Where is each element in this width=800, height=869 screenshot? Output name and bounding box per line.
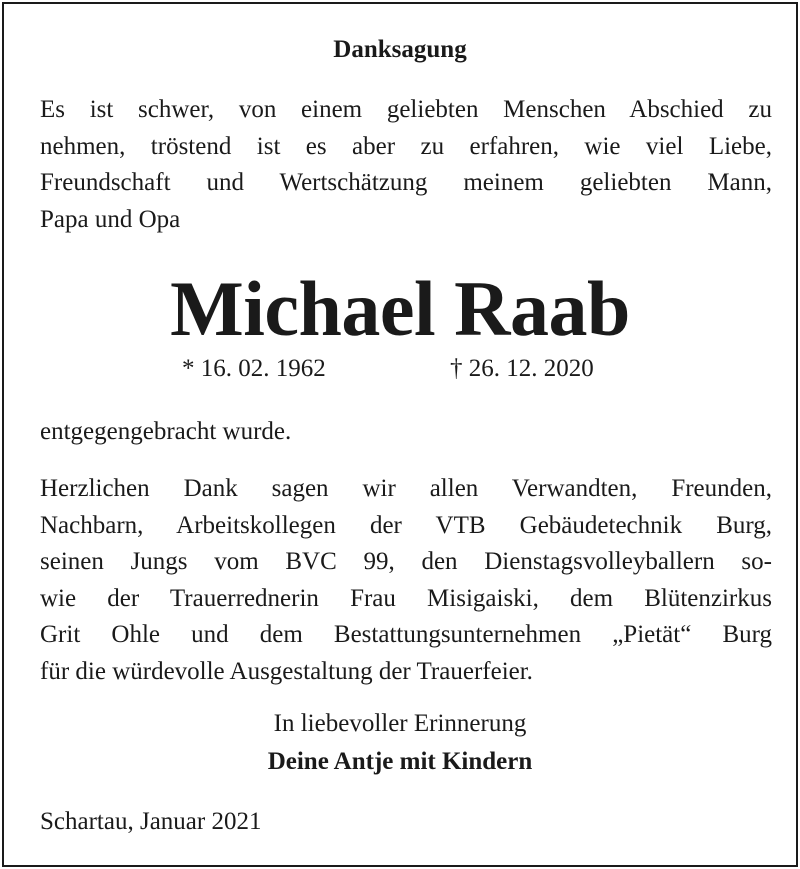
thanks-line: Nachbarn, Arbeitskollegen der VTB Gebäudetechnik Burg,	[40, 511, 772, 539]
closing-line: In liebevoller Erinnerung	[273, 710, 527, 737]
obituary-notice-frame	[2, 2, 798, 867]
intro-line: Papa und Opa	[40, 205, 181, 233]
birth-date: * 16. 02. 1962	[182, 355, 326, 382]
continuation-text: entgegengebracht wurde.	[40, 418, 292, 445]
intro-line: Freundschaft und Wertschätzung meinem geliebten Mann,	[40, 169, 772, 196]
thanks-line: Grit Ohle und dem Bestattungsunternehmen „Pietät“ Burg	[40, 621, 772, 648]
thanks-paragraph	[40, 471, 772, 690]
thanks-line: Herzlichen Dank sagen wir allen Verwandten, Freunden,	[40, 475, 772, 502]
notice-heading: Danksagung	[333, 36, 467, 63]
thanks-line: für die würdevolle Ausgestaltung der Trauerfeier.	[40, 657, 533, 685]
death-date: † 26. 12. 2020	[450, 355, 594, 382]
place-date: Schartau, Januar 2021	[40, 808, 262, 835]
intro-line: Es ist schwer, von einem geliebten Menschen Abschied zu	[40, 96, 772, 123]
signature: Deine Antje mit Kindern	[267, 748, 533, 775]
intro-line: nehmen, tröstend ist es aber zu erfahren, wie viel Liebe,	[40, 132, 772, 160]
deceased-name: Michael Raab	[170, 265, 630, 352]
thanks-line: seinen Jungs vom BVC 99, den Dienstagsvolleyballern so-	[40, 548, 772, 575]
thanks-line: wie der Trauerrednerin Frau Misigaiski, dem Blütenzirkus	[40, 584, 772, 612]
intro-paragraph	[40, 92, 772, 238]
